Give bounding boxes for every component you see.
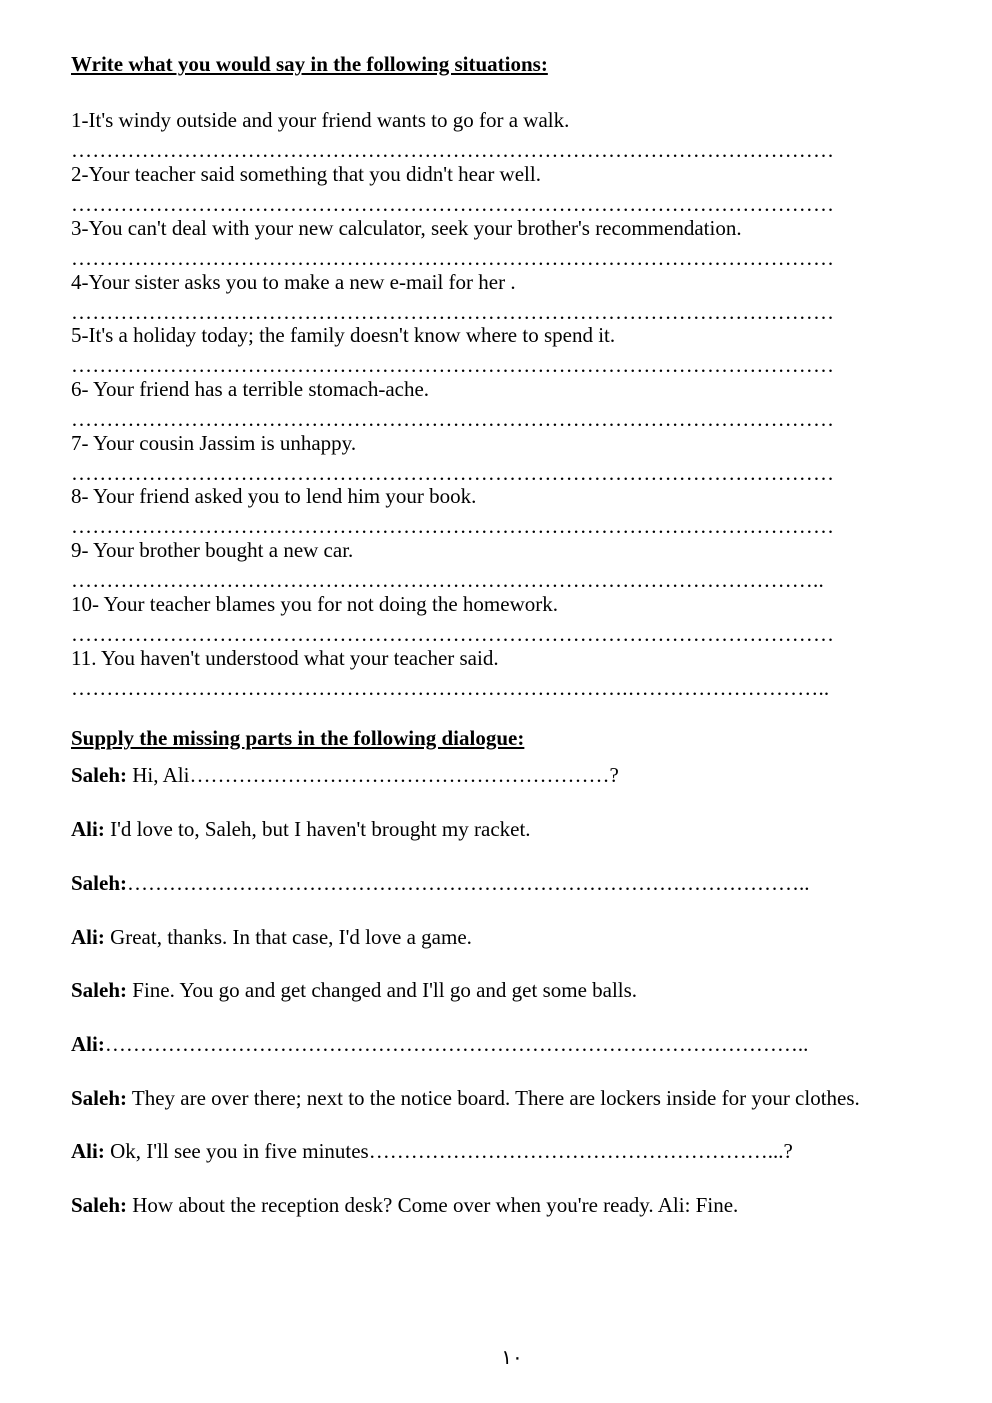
answer-blank[interactable]: …………………………………………………………………….……………………….. xyxy=(71,676,830,700)
answer-blank[interactable]: ……………………………………………………………………………………………… xyxy=(71,192,835,216)
dialogue-line xyxy=(71,763,619,787)
section1-heading: Write what you would say in the following situations: xyxy=(71,52,548,76)
page-number: ١٠ xyxy=(501,1347,523,1369)
dialogue-line xyxy=(71,1193,738,1217)
answer-blank[interactable]: ……………………………………………………………………………………………… xyxy=(71,514,835,538)
speaker-name: Saleh: xyxy=(71,1086,128,1110)
speaker-name: Ali: xyxy=(71,1139,105,1163)
situation-prompt: 4-Your sister asks you to make a new e-mail for her . xyxy=(71,270,516,294)
section2-heading: Supply the missing parts in the following dialogue: xyxy=(71,726,525,750)
dialogue-text: They are over there; next to the notice board. There are lockers inside for your clothes. xyxy=(127,1086,860,1110)
dialogue-text: How about the reception desk? Come over when you're ready. Ali: Fine. xyxy=(127,1193,739,1217)
dialogue-line xyxy=(71,978,637,1002)
situation-prompt: 9- Your brother bought a new car. xyxy=(71,538,354,562)
answer-blank[interactable]: ……………………………………………………………………………………………… xyxy=(71,246,835,270)
speaker-name: Ali: xyxy=(71,817,105,841)
speaker-name: Saleh: xyxy=(71,978,128,1002)
answer-blank[interactable]: ……………………………………………………………………………………………… xyxy=(71,622,835,646)
situation-prompt: 1-It's windy outside and your friend wants to go for a walk. xyxy=(71,108,570,132)
dialogue-text[interactable]: Hi, Ali……………………………………………………? xyxy=(127,763,619,787)
dialogue-line xyxy=(71,1032,808,1056)
situation-prompt: 2-Your teacher said something that you didn't hear well. xyxy=(71,162,541,186)
situation-prompt: 3-You can't deal with your new calculator, seek your brother's recommendation. xyxy=(71,216,742,240)
situation-prompt: 6- Your friend has a terrible stomach-ache. xyxy=(71,377,430,401)
dialogue-text[interactable]: Ok, I'll see you in five minutes…………………………………………………...? xyxy=(104,1139,793,1163)
answer-blank[interactable]: ……………………………………………………………………………………………… xyxy=(71,353,835,377)
speaker-name: Saleh: xyxy=(71,763,128,787)
dialogue-line xyxy=(71,1086,860,1110)
speaker-name: Saleh: xyxy=(71,871,128,895)
dialogue-text[interactable]: …………………………………………………………………………………….. xyxy=(127,871,810,895)
answer-blank[interactable]: …………………………………………………………………………………………….. xyxy=(71,568,824,592)
situation-prompt: 7- Your cousin Jassim is unhappy. xyxy=(71,431,357,455)
dialogue-text: Great, thanks. In that case, I'd love a game. xyxy=(104,925,472,949)
dialogue-line xyxy=(71,1139,793,1163)
dialogue-line xyxy=(71,871,810,895)
situation-prompt: 11. You haven't understood what your teacher said. xyxy=(71,646,499,670)
answer-blank[interactable]: ……………………………………………………………………………………………… xyxy=(71,138,835,162)
dialogue-text[interactable]: ……………………………………………………………………………………….. xyxy=(104,1032,809,1056)
situation-prompt: 5-It's a holiday today; the family doesn't know where to spend it. xyxy=(71,323,616,347)
situation-prompt: 8- Your friend asked you to lend him your book. xyxy=(71,484,477,508)
answer-blank[interactable]: ……………………………………………………………………………………………… xyxy=(71,461,835,485)
answer-blank[interactable]: ……………………………………………………………………………………………… xyxy=(71,300,835,324)
situation-prompt: 10- Your teacher blames you for not doing the homework. xyxy=(71,592,558,616)
dialogue-line xyxy=(71,817,531,841)
dialogue-text: I'd love to, Saleh, but I haven't brought my racket. xyxy=(104,817,531,841)
speaker-name: Saleh: xyxy=(71,1193,128,1217)
dialogue-line xyxy=(71,925,472,949)
speaker-name: Ali: xyxy=(71,925,105,949)
speaker-name: Ali: xyxy=(71,1032,105,1056)
dialogue-text: Fine. You go and get changed and I'll go and get some balls. xyxy=(127,978,638,1002)
answer-blank[interactable]: ……………………………………………………………………………………………… xyxy=(71,407,835,431)
